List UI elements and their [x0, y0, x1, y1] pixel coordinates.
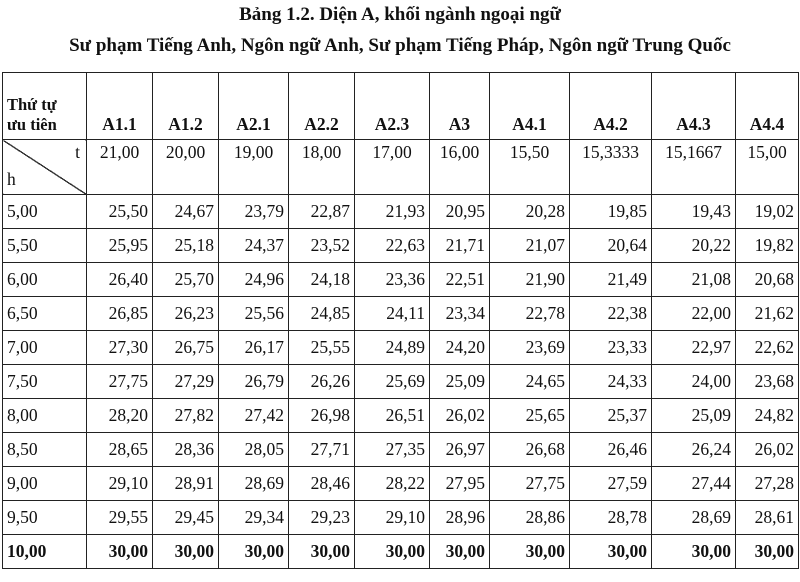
score-cell: 22,38 [570, 297, 652, 331]
score-cell: 25,55 [289, 331, 355, 365]
score-cell: 21,93 [355, 195, 430, 229]
score-cell: 24,37 [219, 229, 289, 263]
column-header: A4.2 [570, 73, 652, 140]
table-row [3, 535, 799, 569]
table-subtitle: Sư phạm Tiếng Anh, Ngôn ngữ Anh, Sư phạm Tiếng Pháp, Ngôn ngữ Trung Quốc [69, 35, 731, 56]
column-header: A2.2 [289, 73, 355, 140]
t-value: 15,00 [736, 140, 799, 195]
score-cell: 19,82 [736, 229, 799, 263]
table-row [3, 501, 799, 535]
score-cell: 28,20 [87, 399, 153, 433]
score-cell: 23,68 [736, 365, 799, 399]
score-cell: 26,97 [430, 433, 490, 467]
score-cell: 21,08 [652, 263, 736, 297]
t-value: 16,00 [430, 140, 490, 195]
score-cell: 22,51 [430, 263, 490, 297]
score-cell: 26,51 [355, 399, 430, 433]
score-cell: 27,75 [490, 467, 570, 501]
table-row [3, 467, 799, 501]
score-cell: 27,75 [87, 365, 153, 399]
column-header: A2.3 [355, 73, 430, 140]
score-cell: 28,61 [736, 501, 799, 535]
table-body [3, 73, 799, 569]
score-cell: 30,00 [153, 535, 219, 569]
score-cell: 26,68 [490, 433, 570, 467]
score-cell: 22,87 [289, 195, 355, 229]
score-cell: 22,97 [652, 331, 736, 365]
score-cell: 24,82 [736, 399, 799, 433]
score-cell: 28,91 [153, 467, 219, 501]
score-cell: 27,59 [570, 467, 652, 501]
score-cell: 27,30 [87, 331, 153, 365]
table-row [3, 297, 799, 331]
t-value: 20,00 [153, 140, 219, 195]
column-header: A1.1 [87, 73, 153, 140]
score-cell: 27,71 [289, 433, 355, 467]
t-value: 15,50 [490, 140, 570, 195]
score-cell: 27,28 [736, 467, 799, 501]
column-header: A4.3 [652, 73, 736, 140]
score-cell: 27,29 [153, 365, 219, 399]
score-cell: 26,02 [736, 433, 799, 467]
h-value: 6,00 [3, 263, 87, 297]
score-cell: 26,26 [289, 365, 355, 399]
score-cell: 25,65 [490, 399, 570, 433]
score-cell: 24,20 [430, 331, 490, 365]
t-value: 15,3333 [570, 140, 652, 195]
score-cell: 29,23 [289, 501, 355, 535]
score-cell: 25,69 [355, 365, 430, 399]
t-value: 18,00 [289, 140, 355, 195]
score-cell: 22,00 [652, 297, 736, 331]
table-title: Bảng 1.2. Diện A, khối ngành ngoại ngữ [239, 4, 561, 25]
score-cell: 26,98 [289, 399, 355, 433]
table-row [3, 365, 799, 399]
score-cell: 26,17 [219, 331, 289, 365]
t-value: 17,00 [355, 140, 430, 195]
score-cell: 25,70 [153, 263, 219, 297]
header-row [3, 73, 799, 140]
score-cell: 24,65 [490, 365, 570, 399]
score-cell: 20,22 [652, 229, 736, 263]
table-row [3, 331, 799, 365]
score-cell: 25,56 [219, 297, 289, 331]
column-header: A4.1 [490, 73, 570, 140]
score-cell: 26,23 [153, 297, 219, 331]
score-cell: 24,11 [355, 297, 430, 331]
score-cell: 21,90 [490, 263, 570, 297]
score-cell: 24,89 [355, 331, 430, 365]
score-cell: 28,86 [490, 501, 570, 535]
score-cell: 23,34 [430, 297, 490, 331]
score-cell: 29,34 [219, 501, 289, 535]
score-cell: 25,09 [430, 365, 490, 399]
score-cell: 22,62 [736, 331, 799, 365]
score-cell: 30,00 [87, 535, 153, 569]
score-cell: 28,96 [430, 501, 490, 535]
h-value: 6,50 [3, 297, 87, 331]
score-cell: 24,85 [289, 297, 355, 331]
score-cell: 30,00 [570, 535, 652, 569]
score-cell: 28,69 [652, 501, 736, 535]
score-cell: 20,28 [490, 195, 570, 229]
score-cell: 25,09 [652, 399, 736, 433]
h-value: 8,00 [3, 399, 87, 433]
score-cell: 28,69 [219, 467, 289, 501]
score-cell: 27,35 [355, 433, 430, 467]
score-cell: 24,33 [570, 365, 652, 399]
score-cell: 25,50 [87, 195, 153, 229]
score-cell: 30,00 [355, 535, 430, 569]
h-label: h [7, 169, 16, 189]
score-cell: 26,75 [153, 331, 219, 365]
h-value: 10,00 [3, 535, 87, 569]
score-cell: 20,68 [736, 263, 799, 297]
score-cell: 28,65 [87, 433, 153, 467]
score-cell: 27,95 [430, 467, 490, 501]
table-row [3, 263, 799, 297]
score-cell: 29,10 [355, 501, 430, 535]
t-value: 21,00 [87, 140, 153, 195]
score-cell: 30,00 [219, 535, 289, 569]
score-cell: 20,95 [430, 195, 490, 229]
score-cell: 25,95 [87, 229, 153, 263]
score-cell: 21,07 [490, 229, 570, 263]
score-cell: 30,00 [490, 535, 570, 569]
score-cell: 21,62 [736, 297, 799, 331]
score-cell: 22,78 [490, 297, 570, 331]
column-header: A1.2 [153, 73, 219, 140]
score-cell: 30,00 [289, 535, 355, 569]
score-cell: 26,40 [87, 263, 153, 297]
score-cell: 26,79 [219, 365, 289, 399]
t-value: 15,1667 [652, 140, 736, 195]
score-cell: 24,00 [652, 365, 736, 399]
score-cell: 28,22 [355, 467, 430, 501]
score-cell: 26,85 [87, 297, 153, 331]
score-cell: 30,00 [652, 535, 736, 569]
score-cell: 19,02 [736, 195, 799, 229]
score-cell: 28,46 [289, 467, 355, 501]
column-header: A4.4 [736, 73, 799, 140]
score-cell: 27,82 [153, 399, 219, 433]
score-cell: 27,42 [219, 399, 289, 433]
score-cell: 21,71 [430, 229, 490, 263]
column-header: A3 [430, 73, 490, 140]
h-value: 5,00 [3, 195, 87, 229]
score-cell: 29,45 [153, 501, 219, 535]
score-cell: 20,64 [570, 229, 652, 263]
priority-header-line2: ưu tiên [7, 115, 57, 134]
score-cell: 26,46 [570, 433, 652, 467]
score-cell: 30,00 [736, 535, 799, 569]
score-cell: 28,05 [219, 433, 289, 467]
score-cell: 19,43 [652, 195, 736, 229]
score-cell: 23,52 [289, 229, 355, 263]
t-row [3, 140, 799, 195]
score-cell: 26,24 [652, 433, 736, 467]
score-cell: 23,36 [355, 263, 430, 297]
h-value: 8,50 [3, 433, 87, 467]
column-header: A2.1 [219, 73, 289, 140]
h-value: 9,50 [3, 501, 87, 535]
t-label: t [75, 142, 80, 162]
score-cell: 28,36 [153, 433, 219, 467]
table-row [3, 229, 799, 263]
score-cell: 30,00 [430, 535, 490, 569]
diagonal-cell [3, 140, 87, 195]
score-cell: 29,55 [87, 501, 153, 535]
score-cell: 28,78 [570, 501, 652, 535]
score-cell: 27,44 [652, 467, 736, 501]
score-cell: 29,10 [87, 467, 153, 501]
score-cell: 23,79 [219, 195, 289, 229]
priority-header-line1: Thứ tự [7, 95, 57, 114]
priority-header [3, 73, 87, 140]
h-value: 5,50 [3, 229, 87, 263]
score-cell: 22,63 [355, 229, 430, 263]
score-cell: 21,49 [570, 263, 652, 297]
score-cell: 19,85 [570, 195, 652, 229]
table-row [3, 433, 799, 467]
t-value: 19,00 [219, 140, 289, 195]
h-value: 9,00 [3, 467, 87, 501]
h-value: 7,00 [3, 331, 87, 365]
score-cell: 23,33 [570, 331, 652, 365]
score-cell: 24,18 [289, 263, 355, 297]
score-cell: 25,18 [153, 229, 219, 263]
score-cell: 24,96 [219, 263, 289, 297]
table-row [3, 399, 799, 433]
score-table [2, 72, 799, 569]
score-cell: 26,02 [430, 399, 490, 433]
table-row [3, 195, 799, 229]
score-cell: 23,69 [490, 331, 570, 365]
h-value: 7,50 [3, 365, 87, 399]
score-cell: 24,67 [153, 195, 219, 229]
score-cell: 25,37 [570, 399, 652, 433]
